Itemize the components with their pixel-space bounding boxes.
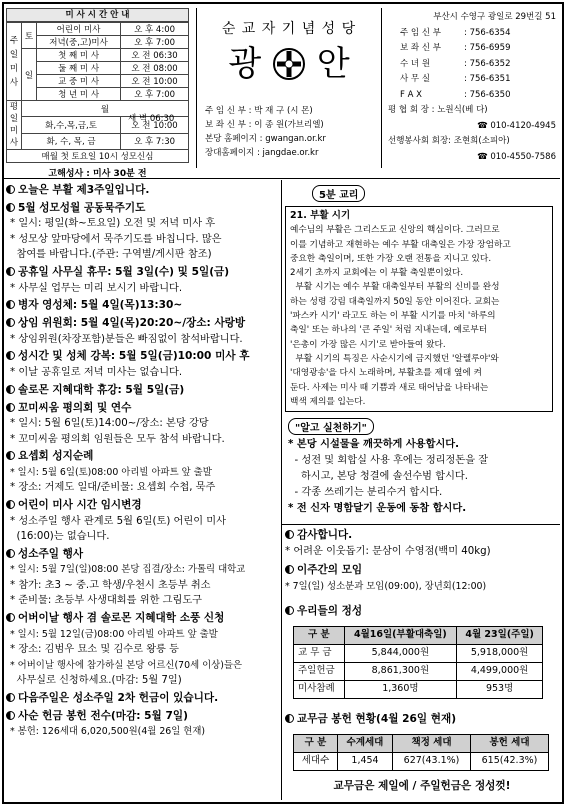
contact-value: : 756-6352 [464, 58, 511, 69]
practice-divider [282, 524, 560, 525]
announcement-title: 요셉회 성지순례 [18, 450, 94, 463]
catechism-line: 부활 시기는 예수 부활 대축일부터 부활의 신비를 완성 [290, 282, 500, 293]
council-phone: ☎ 010-4120-4945 [477, 120, 556, 131]
contact-value: : 756-6350 [464, 89, 511, 100]
catechism-line: 둔다. 사제는 미사 때 기쁨과 새로 태어남을 나타내는 [290, 382, 489, 393]
announcement-line: * 꼬미씨움 평의회 임원들은 모두 참석 바랍니다. [10, 433, 225, 445]
catechism-line: '파스카 시기' 라고도 하는 이 부활 시기를 마치 '하루의 [290, 311, 496, 322]
tithe-heading [285, 712, 559, 728]
catechism-line: 백색 제의를 입는다. [290, 396, 366, 407]
confession-note: 고해성사 : 미사 30분 전 [48, 169, 147, 179]
announcement-item [6, 265, 278, 296]
announcement-line: 참여를 바랍니다.(주관: 구역별/게시판 참조) [10, 249, 212, 261]
mass-row-time: 오 전 08:00 [121, 62, 189, 75]
announcement-title: 5월 성모성월 공동묵주기도 [18, 201, 146, 214]
announcement-heading [6, 709, 278, 725]
announcement-body [285, 544, 559, 560]
announcement-body [6, 724, 278, 740]
announcement-line: * 장소: 거제도 일대/준비물: 요셉회 수첩, 묵주 [10, 482, 216, 494]
announcement-body [6, 281, 278, 297]
mass-row-time: 오 후 7:00 [121, 36, 189, 49]
offering-heading-text: 우리들의 정성 [297, 605, 363, 617]
announcement-title: 병자 영성체: 5월 4일(목)13:30~ [18, 299, 183, 312]
announcement-line: * 봉헌: 126세대 6,020,500원(4월 26일 현재) [10, 726, 206, 738]
mass-row-name: 첫 째 미 사 [37, 49, 121, 62]
newsletter-title [197, 44, 381, 84]
announcement-heading [6, 547, 278, 563]
practice-line: * 본당 시설물을 깨끗하게 사용합시다. [288, 439, 459, 450]
announcement-item [6, 498, 278, 545]
bullet-icon [6, 693, 15, 702]
announcement-item [6, 449, 278, 496]
practice-line: - 각종 쓰레기는 분리수거 합시다. [288, 487, 443, 498]
contact-label: 수 녀 원 [400, 58, 431, 69]
contact-label: 사 무 실 [400, 74, 431, 84]
practice-line: * 전 신자 명함달기 운동에 동참 합시다. [288, 503, 467, 514]
offering-heading [285, 604, 559, 620]
homepage-line: 본당 홈페이지 : gwangan.or.kr [205, 134, 326, 144]
announcement-item [285, 563, 559, 594]
announcement-line: * 일시: 5월 7일(일)08:00 본당 집결/장소: 가톨릭 대학교 [10, 564, 246, 576]
announcement-line: * 이날 공휴일로 저녁 미사는 없습니다. [10, 366, 183, 378]
tithe-footer: 교무금은 제일에 / 주일헌금은 정성껏! [333, 779, 511, 792]
assistant-line: 보 좌 신 부 : 이 종 원(가브리엘) [205, 120, 324, 130]
mass-sun-label: 일 [22, 49, 37, 101]
tithe-header: 봉헌 세대 [471, 734, 549, 752]
bullet-icon [6, 711, 15, 720]
announcement-line: * 준비물: 초등부 사생대회를 위한 그림도구 [10, 595, 203, 607]
tithe-cell: 615(42.3%) [471, 752, 549, 770]
bullet-icon [6, 300, 15, 309]
announcement-line: * 상임위원(차장포함)분들은 빠짐없이 참석바랍니다. [10, 333, 243, 345]
announcement-heading [6, 498, 278, 514]
announcement-title: 다음주일은 성소주일 2차 헌금이 있습니다. [18, 692, 219, 705]
catechism-line: '대영광송'을 다시 노래하며, 부활초를 제대 옆에 켜 [290, 368, 482, 379]
tithe-section [285, 712, 559, 794]
column-divider [281, 180, 282, 800]
tithe-cell: 627(43.1%) [393, 752, 471, 770]
announcement-body [6, 416, 278, 447]
contact-value: : 756-6354 [464, 27, 511, 38]
practice-badge: "알고 실천하기" [288, 418, 374, 435]
practice-line: - 성전 및 회합실 사용 후에는 정리정돈을 잘 [288, 455, 489, 466]
announcement-body [6, 562, 278, 609]
mass-main-label: 주일미사 [7, 23, 22, 101]
announcement-heading [285, 563, 559, 579]
header-divider [2, 178, 560, 179]
bullet-icon [6, 451, 15, 460]
offering-header: 구 분 [294, 626, 345, 644]
announcement-body [6, 365, 278, 381]
practice-line: 하시고, 본당 청결에 솔선수범 합시다. [288, 471, 468, 482]
announcement-heading [6, 611, 278, 627]
council-president: 평 협 회 장 : 노원식(베 다) [388, 105, 488, 115]
mass-row-name: 청 년 미 사 [37, 88, 121, 101]
bullet-icon [285, 530, 294, 539]
offering-cell: 5,918,000원 [457, 644, 543, 662]
church-name: 순 교 자 기 념 성 당 [221, 21, 357, 37]
announcements [6, 183, 278, 742]
announcement-title: 사순 헌금 봉헌 전수(마감: 5월 7일) [18, 709, 188, 722]
announcement-heading [6, 401, 278, 417]
announcement-line: 사무실로 신청하세요.(마감: 5월 7일) [10, 675, 182, 687]
mass-schedule [6, 8, 189, 179]
announcement-title: 상임 위원회: 5월 4일(목)20:20~/장소: 사랑방 [18, 317, 246, 330]
bullet-icon [6, 318, 15, 327]
bullet-icon [285, 565, 294, 574]
announcement-item [6, 349, 278, 380]
mass-row-name: 교 중 미 사 [37, 75, 121, 88]
social-president: 선행봉사회 회장: 조현희(소피아) [388, 136, 510, 146]
weekday-row-time: 오 전 10:00 [121, 117, 189, 133]
weekday-note: 매월 첫 토요일 10시 성모신심 [7, 150, 189, 163]
announcement-item [6, 383, 278, 399]
contact-label: F A X [400, 89, 422, 100]
announcement-title: 꼬미씨움 평의회 및 연수 [18, 401, 132, 414]
contact-block [388, 10, 556, 165]
bullet-icon [6, 500, 15, 509]
announcement-title: 이주간의 모임 [297, 564, 363, 576]
cross-emblem-icon [272, 47, 306, 81]
announcement-item [285, 528, 559, 559]
announcement-title: 감사합니다. [297, 529, 353, 541]
address: 부산시 수영구 광일로 29번길 51 [433, 12, 556, 22]
announcement-item [6, 298, 278, 314]
announcement-heading [6, 183, 278, 199]
announcement-heading [6, 691, 278, 707]
announcement-line: * 어려운 이웃돕기: 문삼이 수영점(백미 40kg) [285, 545, 491, 557]
mass-row-time: 오 후 7:00 [121, 88, 189, 101]
announcement-heading [6, 298, 278, 314]
catechism-line: 예수님의 부활은 그리스도교 신앙의 핵심이다. 그러므로 [290, 225, 500, 236]
announcement-item [6, 183, 278, 199]
bullet-icon [6, 203, 15, 212]
announcement-title: 성시간 및 성체 강복: 5월 5일(금)10:00 미사 후 [18, 350, 250, 363]
title-left: 광 [228, 44, 262, 84]
announcement-line: * 참가: 초3 ~ 중.고 학생/우천시 초등부 취소 [10, 579, 211, 591]
announcement-heading [6, 349, 278, 365]
weekday-header: 월 [22, 101, 189, 117]
announcement-title: 공휴일 사무실 휴무: 5월 3일(수) 및 5일(금) [18, 266, 230, 279]
mass-row-time: 오 전 10:00 [121, 75, 189, 88]
announcement-title: 어린이 미사 시간 임시변경 [18, 499, 142, 512]
tithe-header: 책정 세대 [393, 734, 471, 752]
announcement-item [6, 316, 278, 347]
offering-cell: 4,499,000원 [457, 662, 543, 680]
catechism-line: 2세기 초까지 교회에는 이 부활 축일뿐이었다. [290, 268, 464, 279]
announcement-body [6, 216, 278, 263]
announcement-line: * 일시: 평일(화~토요일) 오전 및 저녁 미사 후 [10, 218, 216, 230]
announcement-item [6, 201, 278, 263]
tithe-header: 수계세대 [337, 734, 392, 752]
announcement-heading [6, 449, 278, 465]
tithe-heading-text: 교무금 봉헌 현황(4월 26일 현재) [297, 713, 457, 725]
bullet-icon [6, 185, 15, 194]
bullet-icon [6, 385, 15, 394]
announcement-title: 솔로몬 지혜대학 휴강: 5월 5일(금) [18, 383, 185, 396]
announcement-line: * 성소주일 행사 관계로 5월 6일(토) 어린이 미사 [10, 515, 226, 527]
announcement-item [6, 611, 278, 689]
announcement-body [6, 332, 278, 348]
announcement-body [285, 579, 559, 595]
announcement-body [6, 465, 278, 496]
offering-header: 4월16일(부활대축일) [344, 626, 457, 644]
offering-cell: 953명 [457, 680, 543, 698]
offering-cell: 1,360명 [344, 680, 457, 698]
tithe-table [293, 734, 549, 771]
announcement-heading [6, 201, 278, 217]
catechism-line: '은총이 가장 많은 시기'로 받아들여 왔다. [290, 339, 446, 350]
announcement-line: * 어버이날 행사에 참가하실 본당 어르신(70세 이상)들은 [10, 659, 242, 671]
contact-value: : 756-6959 [464, 43, 511, 53]
bullet-icon [6, 549, 15, 558]
weekday-row-name: 화, 수, 목, 금 [22, 133, 121, 149]
masthead [196, 8, 382, 168]
announcement-title: 오늘은 부활 제3주일입니다. [18, 184, 150, 196]
tithe-cell: 1,454 [337, 752, 392, 770]
announcement-line: (16:00)는 없습니다. [10, 531, 110, 543]
announcement-item [6, 401, 278, 448]
announcement-line: * 사무실 업무는 미리 보시기 바랍니다. [10, 282, 183, 294]
announcement-line: * 일시: 5월 6일(토)08:00 아리빌 아파트 앞 출발 [10, 466, 212, 478]
announcement-line: * 일시: 5월 6일(토)14:00~/장소: 본당 강당 [10, 418, 209, 430]
announcement-line: * 7일(일) 성소분과 모임(09:00), 장년회(12:00) [285, 580, 487, 592]
tithe-header: 구 분 [294, 734, 338, 752]
mass-row-name: 어린이 미사 [37, 23, 121, 36]
pastor-line: 주 임 신 부 : 박 재 구 (시 몬) [205, 106, 313, 116]
announcement-body [6, 514, 278, 545]
announcement-title: 어버이날 행사 겸 솔로몬 지혜대학 소풍 신청 [18, 612, 225, 625]
catechism-line: 이를 기념하고 재현하는 예수 부활 대축일은 가장 장엄하고 [290, 239, 511, 250]
contact-label: 보 좌 신 부 [400, 43, 441, 53]
social-phone: ☎ 010-4550-7586 [477, 151, 556, 162]
catechism-line: 하는 성령 강림 대축일까지 50일 동안 이어진다. 교회는 [290, 296, 500, 307]
announcement-heading [6, 316, 278, 332]
announcement-item [6, 691, 278, 707]
announcement-line: * 장소: 김범우 묘소 및 김수로 왕릉 등 [10, 644, 179, 656]
mass-title: 미 사 시 간 안 내 [6, 8, 189, 22]
right-announcements [285, 528, 559, 598]
contact-value: : 756-6351 [464, 74, 511, 84]
bullet-icon [6, 403, 15, 412]
announcement-line: * 성모상 앞마당에서 묵주기도를 바칩니다. 많은 [10, 233, 222, 245]
bullet-icon [6, 613, 15, 622]
catechism-badge: 5분 교리 [312, 185, 365, 202]
contact-label: 주 임 신 부 [400, 27, 441, 38]
mass-sat-label: 토 [22, 23, 37, 49]
mass-row-time: 오 후 4:00 [121, 23, 189, 36]
offering-table [293, 626, 543, 699]
catechism-title: 21. 부활 시기 [290, 210, 351, 221]
announcement-heading [285, 528, 559, 544]
mass-row-name: 둘 째 미 사 [37, 62, 121, 75]
offering-header: 4월 23일(주일) [457, 626, 543, 644]
bullet-icon [285, 606, 294, 615]
offering-section [285, 604, 559, 699]
announcement-item [6, 709, 278, 740]
mass-row-name: 저녁(중,고)미사 [37, 36, 121, 49]
catechism-box [285, 206, 553, 412]
offering-cell: 5,844,000원 [344, 644, 457, 662]
announcement-heading [6, 383, 278, 399]
announcement-line: * 일시: 5월 12일(금)08:00 아리빌 아파트 앞 출발 [10, 628, 218, 640]
catechism-line: 중요한 축일이며, 또한 가장 오랜 전통을 지니고 있다. [290, 253, 492, 264]
memorial-line: 장대홈페이지 : jangdae.or.kr [205, 148, 319, 158]
offering-cell: 8,861,300원 [344, 662, 457, 680]
weekday-label: 평일미사 [7, 101, 22, 150]
offering-cell: 교 무 금 [294, 644, 345, 662]
practice-list [288, 437, 554, 517]
tithe-cell: 세대수 [294, 752, 338, 770]
announcement-heading [6, 265, 278, 281]
bullet-icon [285, 714, 294, 723]
bullet-icon [6, 267, 15, 276]
weekday-row-name: 화,수,목,금,토 [22, 117, 121, 133]
announcement-title: 성소주일 행사 [18, 547, 84, 560]
offering-cell: 미사참례 [294, 680, 345, 698]
catechism-line: 축일' 또는 하나의 '큰 주일' 처럼 지내는데, 예로부터 [290, 325, 488, 336]
title-right: 안 [316, 44, 350, 84]
announcement-body [6, 627, 278, 689]
offering-cell: 주일헌금 [294, 662, 345, 680]
announcement-item [6, 547, 278, 609]
bullet-icon [6, 351, 15, 360]
catechism-line: 부활 시기의 특징은 사순시기에 금지했던 '알렐루야'와 [290, 353, 499, 364]
mass-row-time: 오 전 06:30 [121, 49, 189, 62]
weekday-row-time: 오 후 7:30 [121, 133, 189, 149]
weekday-early-time: 새 벽 06:30 [128, 114, 175, 124]
